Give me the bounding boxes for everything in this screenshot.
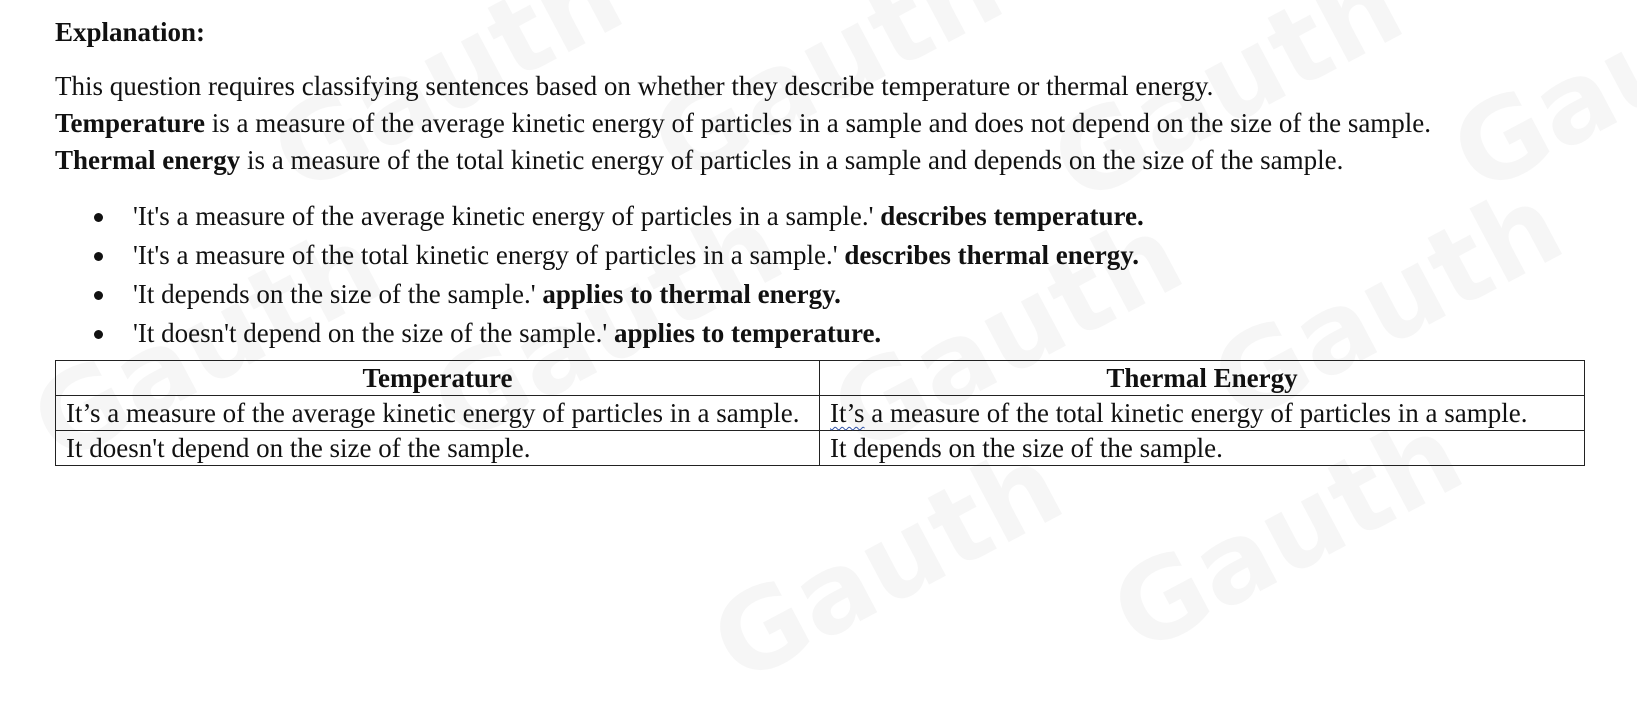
column-header-thermal-energy: Thermal Energy xyxy=(820,361,1585,396)
comparison-table xyxy=(55,360,1585,466)
list-item xyxy=(133,236,1585,275)
quote-text: 'It depends on the size of the sample.' xyxy=(133,279,543,309)
column-header-temperature: Temperature xyxy=(56,361,820,396)
verdict-text: applies to thermal energy. xyxy=(542,279,841,309)
definition-text: is a measure of the total kinetic energy of particles in a sample and depends on the size of the sample. xyxy=(240,145,1344,175)
table-row xyxy=(56,396,1585,431)
intro-paragraph: This question requires classifying sentences based on whether they describe temperature or thermal energy. xyxy=(55,71,1214,101)
table-cell: It’s a measure of the average kinetic energy of particles in a sample. xyxy=(56,396,820,431)
list-item xyxy=(133,314,1585,353)
definition-text: is a measure of the average kinetic energy of particles in a sample and does not depend on the size of the sample. xyxy=(204,108,1432,138)
temperature-definition xyxy=(55,105,1585,142)
bullet-icon xyxy=(94,291,103,300)
quote-text: 'It doesn't depend on the size of the sample.' xyxy=(133,318,614,348)
table-row xyxy=(56,431,1585,466)
table-cell xyxy=(820,396,1585,431)
list-item xyxy=(133,197,1585,236)
quote-text: 'It's a measure of the average kinetic energy of particles in a sample.' xyxy=(133,201,881,231)
verdict-text: describes temperature. xyxy=(880,201,1144,231)
list-item xyxy=(133,275,1585,314)
bullet-icon xyxy=(94,330,103,339)
verdict-text: applies to temperature. xyxy=(613,318,882,348)
definition-term: Thermal energy xyxy=(55,145,241,175)
classification-list xyxy=(55,197,1585,353)
table-header-row xyxy=(56,361,1585,396)
explanation-heading: Explanation: xyxy=(55,17,206,47)
cell-text: a measure of the total kinetic energy of particles in a sample. xyxy=(871,398,1528,428)
explanation-document xyxy=(55,14,1585,466)
verdict-text: describes thermal energy. xyxy=(844,240,1140,270)
quote-text: 'It's a measure of the total kinetic energy of particles in a sample.' xyxy=(133,240,845,270)
thermal-energy-definition xyxy=(55,142,1585,179)
spellcheck-word: It’s xyxy=(830,398,865,428)
table-cell: It doesn't depend on the size of the sample. xyxy=(56,431,820,466)
bullet-icon xyxy=(94,252,103,261)
bullet-icon xyxy=(94,213,103,222)
table-cell: It depends on the size of the sample. xyxy=(820,431,1585,466)
definition-term: Temperature xyxy=(55,108,205,138)
